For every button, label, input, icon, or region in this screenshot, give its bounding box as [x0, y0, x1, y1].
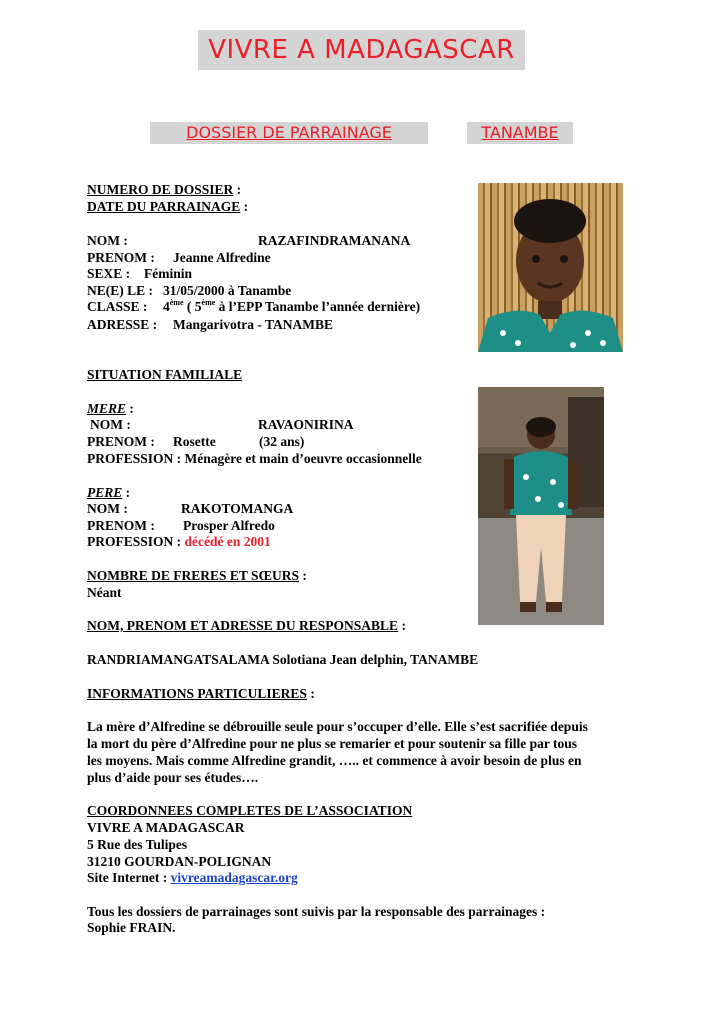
- mother-nom-label: NOM :: [90, 417, 131, 432]
- child-classe-label: CLASSE :: [87, 299, 148, 314]
- siblings-heading-colon: :: [299, 568, 307, 583]
- father-prenom-label: PRENOM :: [87, 518, 155, 533]
- responsible-heading-colon: :: [398, 618, 406, 633]
- father-nom-label: NOM :: [87, 501, 128, 516]
- child-prenom-value: Jeanne Alfredine: [173, 250, 271, 265]
- particular-info-line: plus d’aide pour ses études….: [87, 770, 259, 785]
- village-subtitle: TANAMBE: [467, 122, 573, 144]
- organization-title: VIVRE A MADAGASCAR: [198, 30, 525, 70]
- association-city: 31210 GOURDAN-POLIGNAN: [87, 854, 272, 869]
- child-full-body-photo: [478, 387, 604, 625]
- child-classe-line: [87, 298, 421, 315]
- child-prenom-label: PRENOM :: [87, 250, 155, 265]
- association-street: 5 Rue des Tulipes: [87, 837, 188, 852]
- child-birth-label: NE(E) LE :: [87, 283, 154, 298]
- responsible-heading-line: [87, 617, 406, 634]
- child-adresse-label: ADRESSE :: [87, 317, 158, 332]
- child-portrait-photo: [478, 183, 623, 352]
- child-sexe-label: SEXE :: [87, 266, 131, 281]
- classe-middle: ( 5: [183, 299, 202, 314]
- dossier-number-line: [87, 181, 241, 198]
- mother-prenom-line: [87, 433, 305, 450]
- dossier-number-colon: :: [233, 182, 242, 197]
- classe-superscript-2: ème: [201, 298, 216, 307]
- child-sexe-line: [87, 265, 193, 282]
- child-sexe-value: Féminin: [144, 266, 193, 281]
- mother-heading-line: [87, 400, 134, 417]
- child-nom-value: RAZAFINDRAMANANA: [258, 233, 411, 248]
- mother-profession-value: Ménagère et main d’oeuvre occasionnelle: [184, 451, 422, 466]
- father-heading-colon: :: [122, 485, 131, 500]
- website-link[interactable]: vivreamadagascar.org: [170, 870, 298, 885]
- website-label: Site Internet :: [87, 870, 171, 885]
- classe-number: 4: [163, 299, 170, 314]
- responsible-heading: NOM, PRENOM ET ADRESSE DU RESPONSABLE: [87, 618, 399, 633]
- mother-profession-line: [87, 450, 422, 467]
- siblings-heading-line: [87, 567, 307, 584]
- association-heading: COORDONNEES COMPLETES DE L’ASSOCIATION: [87, 803, 413, 818]
- father-heading-line: [87, 484, 130, 501]
- child-nom-label: NOM :: [87, 233, 128, 248]
- father-profession-line: [87, 533, 271, 550]
- particular-info-line: les moyens. Mais comme Alfredine grandit, ….. et commence à avoir besoin de plus en: [87, 753, 582, 768]
- sponsorship-date-line: [87, 198, 248, 215]
- mother-prenom-label: PRENOM :: [87, 434, 155, 449]
- association-name: VIVRE A MADAGASCAR: [87, 820, 245, 835]
- classe-rest: à l’EPP Tanambe l’année dernière): [215, 299, 421, 314]
- mother-profession-label: PROFESSION :: [87, 451, 182, 466]
- portrait-illustration: [478, 183, 623, 352]
- father-nom-line: [87, 500, 294, 517]
- father-prenom-line: [87, 517, 275, 534]
- child-nom-line: [87, 232, 411, 249]
- classe-superscript: ème: [169, 298, 184, 307]
- child-classe-value: [163, 298, 420, 315]
- mother-age-value: (32 ans): [259, 434, 305, 449]
- particular-info-line: La mère d’Alfredine se débrouille seule pour s’occuper d’elle. Elle s’est sacrifiée depuis: [87, 719, 588, 734]
- father-profession-value: décédé en 2001: [184, 534, 271, 549]
- father-prenom-value: Prosper Alfredo: [183, 518, 275, 533]
- particular-info-heading-line: [87, 685, 315, 702]
- responsible-value: RANDRIAMANGATSALAMA Solotiana Jean delphin, TANAMBE: [87, 652, 479, 667]
- child-adresse-line: [87, 316, 333, 333]
- child-birth-value: 31/05/2000 à Tanambe: [163, 283, 292, 298]
- particular-info-line: la mort du père d’Alfredine pour ne plus se remarier et pour soutenir sa fille par tous: [87, 736, 578, 751]
- document-subtitle: DOSSIER DE PARRAINAGE: [150, 122, 428, 144]
- sponsorship-date-label: DATE DU PARRAINAGE: [87, 199, 241, 214]
- particular-info-heading: INFORMATIONS PARTICULIERES: [87, 686, 307, 701]
- child-birth-line: [87, 282, 292, 299]
- association-website-line: [87, 869, 298, 886]
- mother-heading-colon: :: [126, 401, 134, 416]
- footer-note: Tous les dossiers de parrainages sont suivis par la responsable des parrainages :: [87, 904, 546, 919]
- sponsorship-date-colon: :: [240, 199, 249, 214]
- full-body-illustration: [478, 387, 604, 625]
- siblings-heading: NOMBRE DE FRERES ET SŒURS: [87, 568, 300, 583]
- child-adresse-value: Mangarivotra - TANAMBE: [173, 317, 333, 332]
- child-prenom-line: [87, 249, 271, 266]
- siblings-value: Néant: [87, 585, 122, 600]
- mother-heading: MERE: [87, 401, 127, 416]
- dossier-number-label: NUMERO DE DOSSIER: [87, 182, 234, 197]
- father-profession-label: PROFESSION :: [87, 534, 182, 549]
- mother-nom-value: RAVAONIRINA: [258, 417, 354, 432]
- family-situation-heading: SITUATION FAMILIALE: [87, 367, 243, 382]
- mother-prenom-value: Rosette: [173, 434, 216, 449]
- particular-info-heading-colon: :: [306, 686, 315, 701]
- father-heading: PERE: [87, 485, 123, 500]
- footer-contact: Sophie FRAIN.: [87, 920, 176, 935]
- father-nom-value: RAKOTOMANGA: [181, 501, 294, 516]
